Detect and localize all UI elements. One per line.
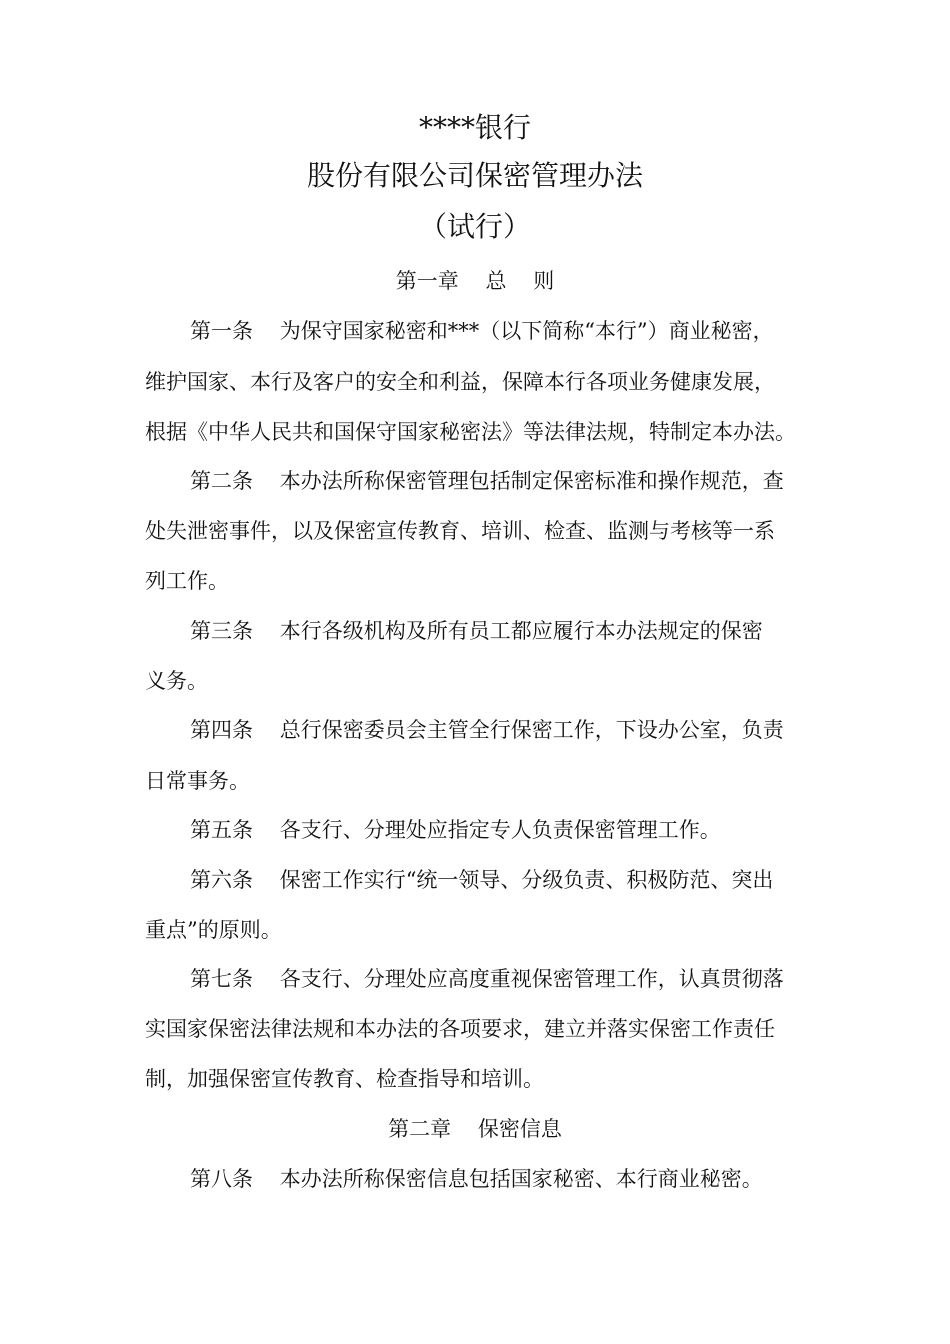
article-2-line-1: 第二条 本办法所称保密管理包括制定保密标准和操作规范，查 xyxy=(190,469,784,493)
chapter-1-heading: 第一章 总 则 xyxy=(395,269,555,293)
article-4-line-1: 第四条 总行保密委员会主管全行保密工作，下设办公室，负责 xyxy=(190,718,784,742)
article-1-line-2: 维护国家、本行及客户的安全和利益，保障本行各项业务健康发展， xyxy=(145,370,775,394)
article-5-line-1: 第五条 各支行、分理处应指定专人负责保密管理工作。 xyxy=(190,818,721,842)
article-3-line-2: 义务。 xyxy=(145,669,208,693)
document-title-trial: （试行） xyxy=(418,210,531,243)
document-title-main: 股份有限公司保密管理办法 xyxy=(306,159,643,192)
article-1-line-1: 第一条 为保守国家秘密和***（以下简称“本行”）商业秘密， xyxy=(190,319,774,343)
article-1-line-3: 根据《中华人民共和国保守国家秘密法》等法律法规，特制定本办法。 xyxy=(145,420,796,444)
article-4-line-2: 日常事务。 xyxy=(145,769,250,793)
article-6-line-1: 第六条 保密工作实行“统一领导、分级负责、积极防范、突出 xyxy=(190,868,774,892)
document-title-bank: ****银行 xyxy=(418,111,531,144)
article-6-line-2: 重点”的原则。 xyxy=(145,918,282,942)
article-7-line-3: 制，加强保密宣传教育、检查指导和培训。 xyxy=(145,1067,544,1091)
article-7-line-2: 实国家保密法律法规和本办法的各项要求，建立并落实保密工作责任 xyxy=(145,1017,775,1041)
article-3-line-1: 第三条 本行各级机构及所有员工都应履行本办法规定的保密 xyxy=(190,619,763,643)
article-8-line-1: 第八条 本办法所称保密信息包括国家秘密、本行商业秘密。 xyxy=(190,1167,763,1191)
article-2-line-3: 列工作。 xyxy=(145,569,229,593)
article-2-line-2: 处失泄密事件，以及保密宣传教育、培训、检查、监测与考核等一系 xyxy=(145,519,775,543)
chapter-2-heading: 第二章 保密信息 xyxy=(388,1117,562,1141)
article-7-line-1: 第七条 各支行、分理处应高度重视保密管理工作，认真贯彻落 xyxy=(190,967,784,991)
